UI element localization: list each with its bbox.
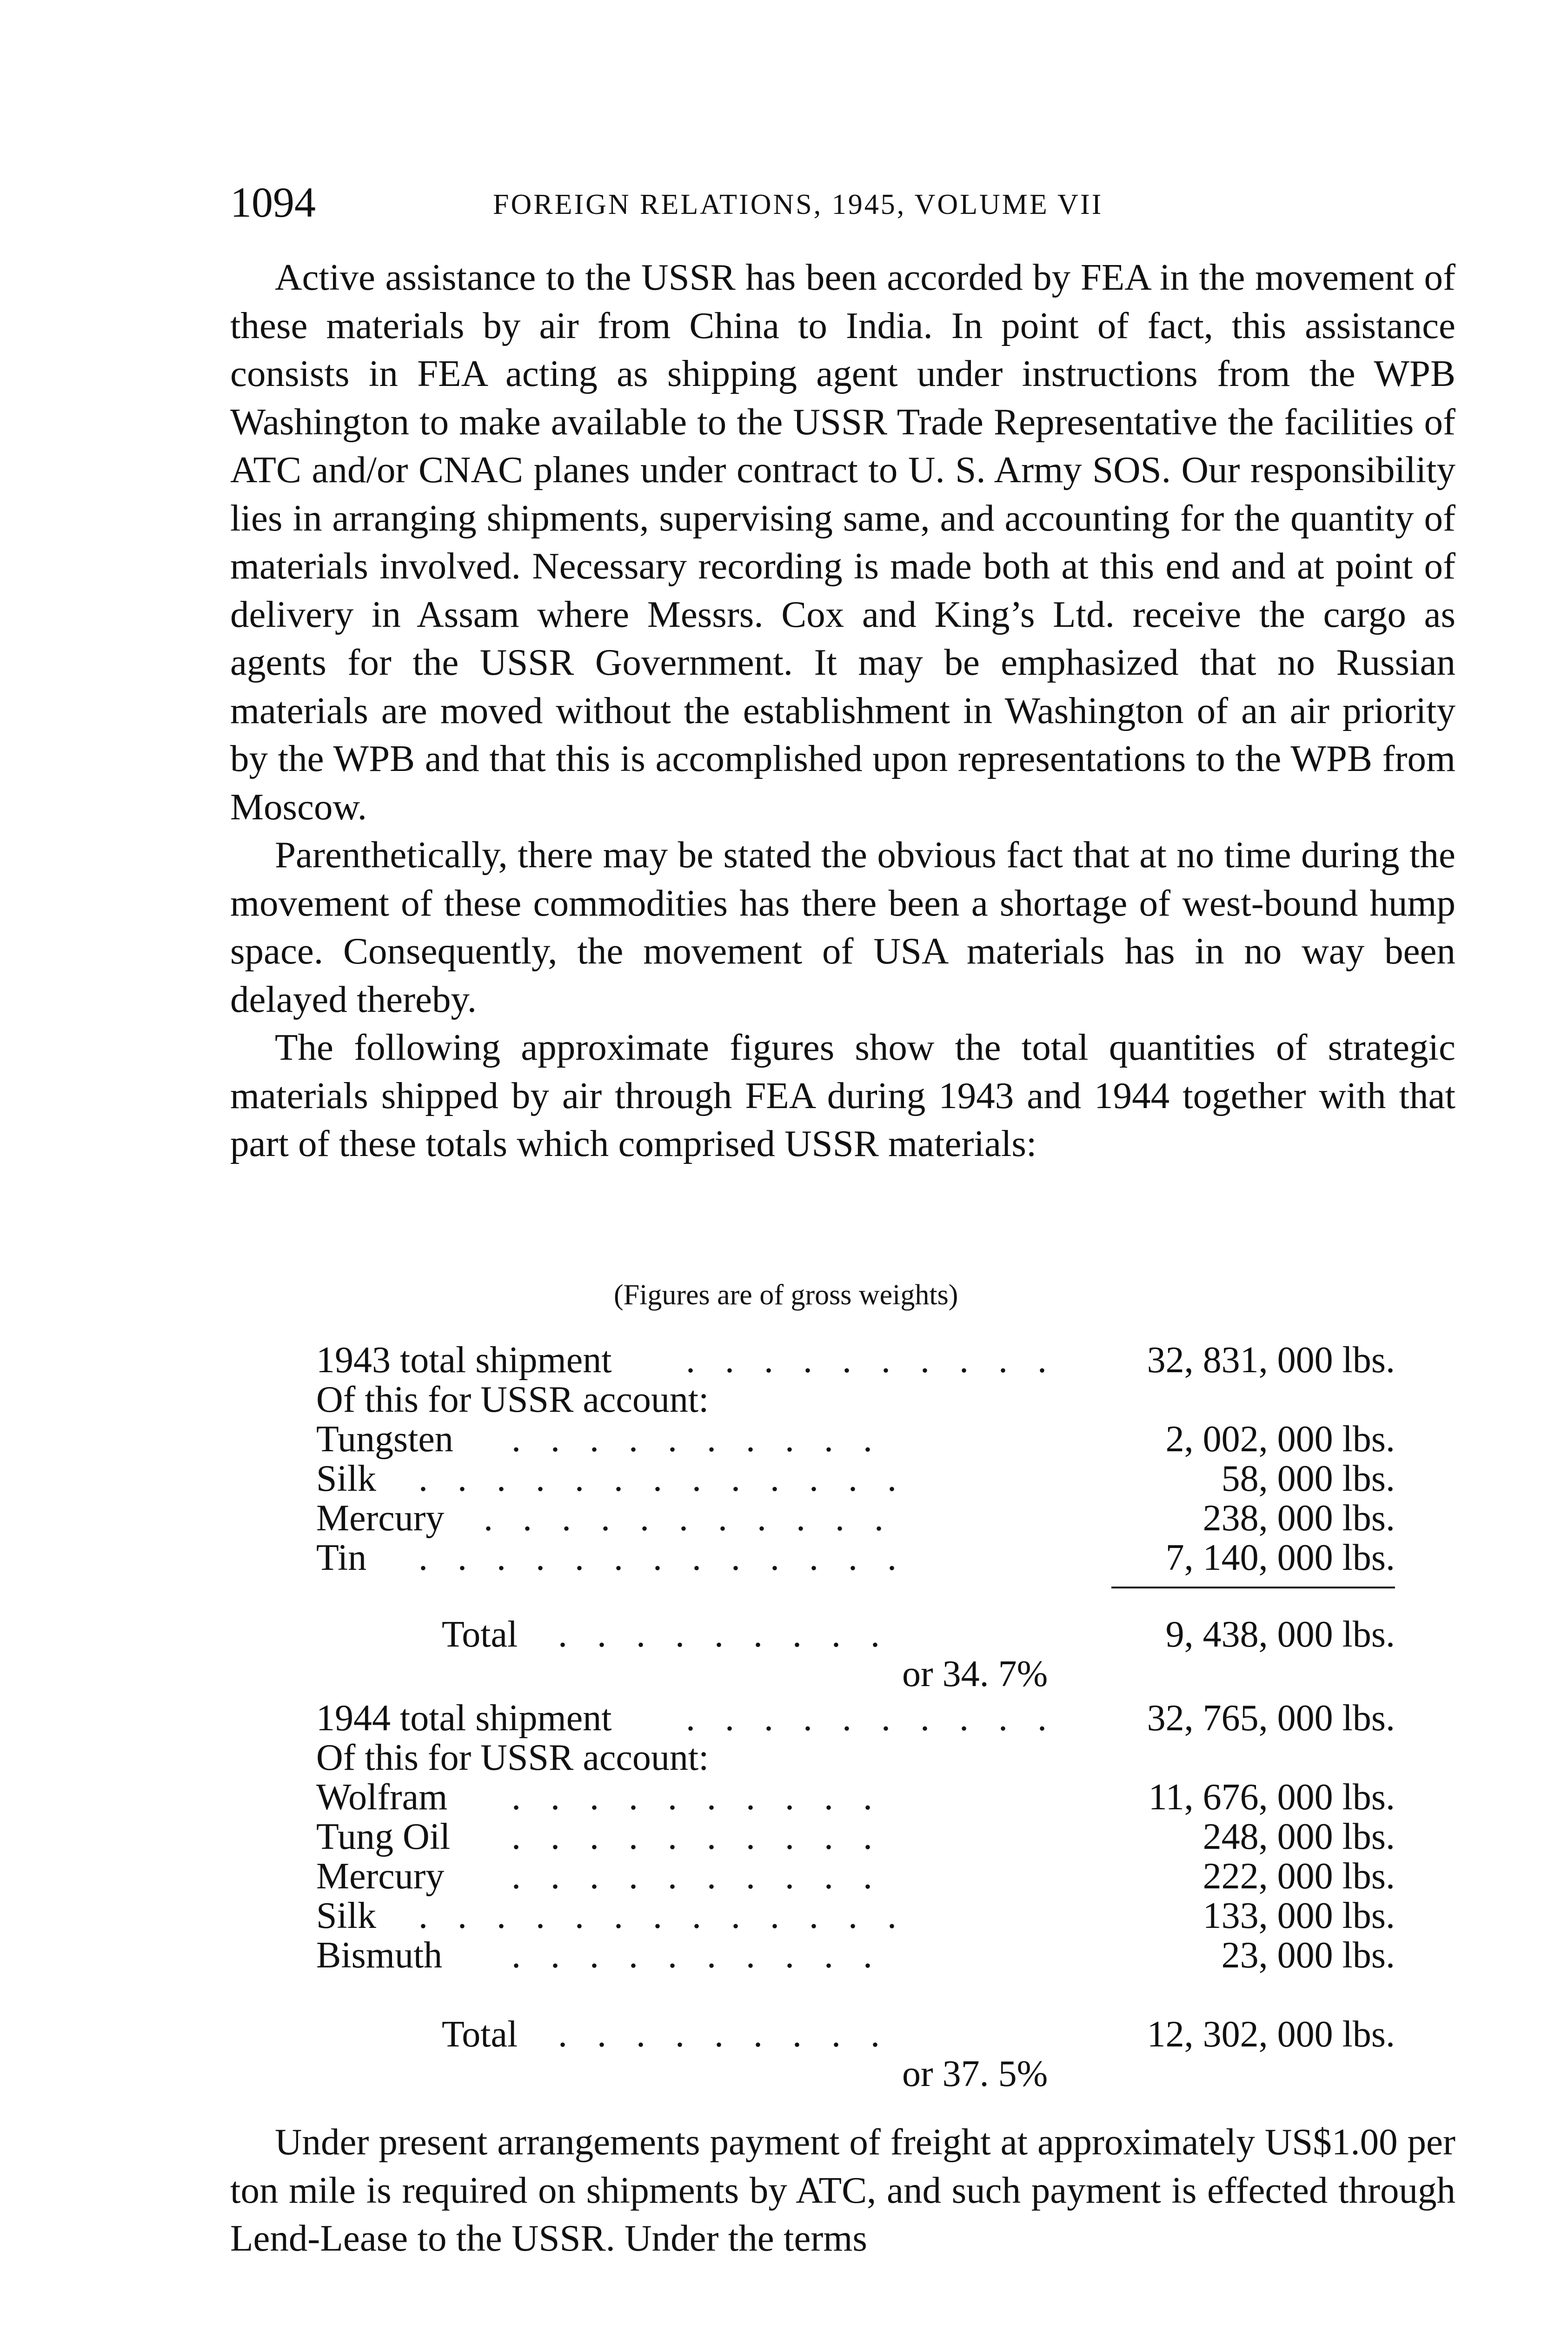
row-label: Mercury <box>316 1498 445 1539</box>
table-row <box>316 1855 1395 1897</box>
sum-rule <box>1111 1587 1395 1588</box>
row-label: Of this for USSR account: <box>316 1737 709 1778</box>
row-value: 23, 000 lbs. <box>1221 1935 1395 1976</box>
table-row <box>316 1934 1395 1976</box>
dot-leader: . . . . . . . . . . <box>686 1340 1057 1381</box>
page-header <box>230 177 1486 228</box>
dot-leader: . . . . . . . . . . <box>512 1777 883 1818</box>
row-label: Of this for USSR account: <box>316 1379 709 1420</box>
running-head: FOREIGN RELATIONS, 1945, VOLUME VII <box>493 189 1103 220</box>
body-text <box>230 253 1455 1168</box>
table-row <box>316 1614 1395 1655</box>
row-label: Wolfram <box>316 1777 448 1818</box>
table-row <box>316 1816 1395 1858</box>
row-label: Tungsten <box>316 1419 453 1460</box>
row-label: Bismuth <box>316 1935 443 1976</box>
row-value: 12, 302, 000 lbs. <box>1147 2014 1395 2055</box>
row-label: Total <box>442 2014 518 2055</box>
row-value: 7, 140, 000 lbs. <box>1165 1537 1395 1578</box>
table-row <box>316 1339 1395 1381</box>
table-row <box>316 1418 1395 1460</box>
dot-leader: . . . . . . . . . . <box>512 1816 883 1857</box>
row-label: 1944 total shipment <box>316 1698 612 1739</box>
row-label: Mercury <box>316 1856 445 1897</box>
row-value: 238, 000 lbs. <box>1203 1498 1395 1539</box>
dot-leader: . . . . . . . . . . <box>512 1419 883 1460</box>
row-value: 9, 438, 000 lbs. <box>1165 1614 1395 1655</box>
table-row <box>316 1537 1395 1579</box>
dot-leader: . . . . . . . . . <box>558 2014 890 2055</box>
row-value: 11, 676, 000 lbs. <box>1148 1777 1395 1818</box>
row-label: Tung Oil <box>316 1816 451 1857</box>
paragraph: Under present arrangements payment of freight at approximately US$1.00 per ton mile is required on shipments by ATC, and such payment is effected through Lend-Lease to the USSR. Under the terms <box>230 2121 1455 2259</box>
percent-label: or 34. 7% <box>902 1654 1048 1694</box>
row-label: Silk <box>316 1895 376 1936</box>
row-label: Silk <box>316 1458 376 1499</box>
percent-label: or 37. 5% <box>902 2053 1048 2094</box>
table-caption: (Figures are of gross weights) <box>614 1279 958 1311</box>
row-label: Total <box>442 1614 518 1655</box>
row-label: Tin <box>316 1537 367 1578</box>
paragraph: Active assistance to the USSR has been accorded by FEA in the movement of these materials by air from China to India. In point of fact, this assistance consists in FEA acting as shipping agent under instructions from the WPB Washington to make available to the USSR Trade Representative the facilities of ATC and/or CNAC planes under contract to U. S. Army SOS. Our responsibility lies in arranging shipments, supervising same, and accounting for the quantity of materials involved. Necessary recording is made both at this end and at point of delivery in Assam where Messrs. Cox and King’s Ltd. receive the cargo as agents for the USSR Government. It may be emphasized that no Russian materials are moved without the establishment in Washington of an air priority by the WPB and that this is accomplished upon representations to the WPB from Moscow. <box>230 256 1455 828</box>
table-row <box>316 1497 1395 1539</box>
dot-leader: . . . . . . . . . . <box>512 1856 883 1897</box>
table-row <box>316 1697 1395 1739</box>
table-row <box>316 1458 1395 1500</box>
table-row <box>316 1737 1395 1779</box>
dot-leader: . . . . . . . . . <box>558 1614 890 1655</box>
dot-leader: . . . . . . . . . . . . . <box>419 1458 907 1499</box>
closing-text <box>230 2118 1455 2263</box>
row-value: 248, 000 lbs. <box>1203 1816 1395 1857</box>
dot-leader: . . . . . . . . . . . <box>484 1498 894 1539</box>
table-row <box>316 1895 1395 1937</box>
row-label: 1943 total shipment <box>316 1340 612 1381</box>
paragraph: Parenthetically, there may be stated the obvious fact that at no time during the movement of these commodities has there been a shortage of west-bound hump space. Consequently, the movement of USA materials has in no way been delayed thereby. <box>230 834 1455 1020</box>
paragraph: The following approximate figures show the total quantities of strategic materials shipped by air through FEA during 1943 and 1944 together with that part of these totals which comprised USSR materials: <box>230 1026 1455 1164</box>
dot-leader: . . . . . . . . . . . . . <box>419 1537 907 1578</box>
table-row <box>316 1379 1395 1421</box>
table-row <box>316 1776 1395 1818</box>
table-row <box>316 2053 1395 2095</box>
table-row <box>316 2013 1395 2055</box>
row-value: 58, 000 lbs. <box>1221 1458 1395 1499</box>
row-value: 222, 000 lbs. <box>1203 1856 1395 1897</box>
dot-leader: . . . . . . . . . . <box>686 1698 1057 1739</box>
row-value: 133, 000 lbs. <box>1203 1895 1395 1936</box>
page-number: 1094 <box>230 179 316 226</box>
table-row <box>316 1653 1395 1695</box>
dot-leader: . . . . . . . . . . <box>512 1935 883 1976</box>
row-value: 32, 765, 000 lbs. <box>1147 1698 1395 1739</box>
row-value: 2, 002, 000 lbs. <box>1165 1419 1395 1460</box>
row-value: 32, 831, 000 lbs. <box>1147 1340 1395 1381</box>
dot-leader: . . . . . . . . . . . . . <box>419 1895 907 1936</box>
